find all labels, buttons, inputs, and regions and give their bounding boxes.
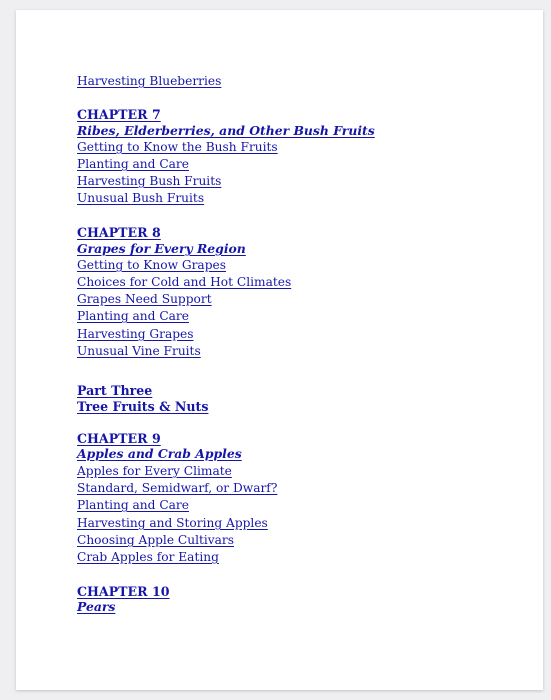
- toc-link[interactable]: Apples for Every Climate: [77, 464, 232, 478]
- chapter-7-link[interactable]: CHAPTER 7: [77, 107, 161, 122]
- toc-link[interactable]: Planting and Care: [77, 309, 189, 323]
- toc-link[interactable]: Unusual Bush Fruits: [77, 191, 205, 205]
- toc-link[interactable]: Grapes Need Support: [77, 292, 212, 306]
- toc-link[interactable]: Choosing Apple Cultivars: [77, 533, 235, 547]
- chapter-10-link[interactable]: CHAPTER 10: [77, 584, 170, 599]
- toc-link[interactable]: Unusual Vine Fruits: [77, 344, 201, 358]
- toc-link[interactable]: Harvesting Bush Fruits: [77, 174, 222, 188]
- toc-link[interactable]: Planting and Care: [77, 157, 189, 171]
- part-three-title-link[interactable]: Tree Fruits & Nuts: [77, 399, 209, 414]
- chapter-7-title-link[interactable]: Ribes, Elderberries, and Other Bush Fruits: [77, 123, 375, 138]
- chapter-8-link[interactable]: CHAPTER 8: [77, 225, 161, 240]
- chapter-8-title-link[interactable]: Grapes for Every Region: [77, 241, 246, 256]
- toc-link[interactable]: Choices for Cold and Hot Climates: [77, 275, 292, 289]
- toc-link-harvesting-blueberries[interactable]: Harvesting Blueberries: [77, 74, 222, 88]
- chapter-9-link[interactable]: CHAPTER 9: [77, 431, 161, 446]
- toc-link[interactable]: Crab Apples for Eating: [77, 550, 219, 564]
- chapter-10-title-link[interactable]: Pears: [77, 599, 116, 614]
- document-page: [16, 10, 543, 690]
- toc-link[interactable]: Getting to Know Grapes: [77, 258, 226, 272]
- toc-link[interactable]: Harvesting and Storing Apples: [77, 516, 268, 530]
- toc-link[interactable]: Standard, Semidwarf, or Dwarf?: [77, 481, 278, 495]
- part-three-link[interactable]: Part Three: [77, 383, 153, 398]
- toc-link[interactable]: Planting and Care: [77, 498, 189, 512]
- chapter-9-title-link[interactable]: Apples and Crab Apples: [77, 446, 242, 461]
- toc-link[interactable]: Harvesting Grapes: [77, 327, 194, 341]
- toc-link[interactable]: Getting to Know the Bush Fruits: [77, 140, 278, 154]
